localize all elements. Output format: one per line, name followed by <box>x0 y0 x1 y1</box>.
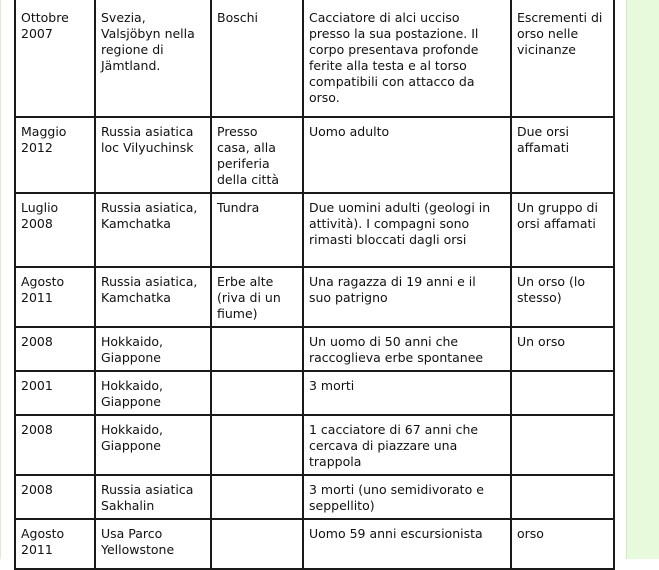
table-row <box>15 267 614 327</box>
table-row <box>15 371 614 415</box>
victims-text: 3 morti <box>309 378 355 393</box>
cell-cause <box>511 475 614 519</box>
cell-date <box>15 371 95 415</box>
place-text: Russia asiatica loc Vilyuchinsk <box>101 124 194 155</box>
environment-text: Tundra <box>217 200 260 215</box>
cell-place <box>95 371 211 415</box>
cell-place <box>95 117 211 193</box>
cell-victims <box>303 371 511 415</box>
cell-date <box>15 117 95 193</box>
right-green-strip <box>626 0 659 559</box>
cell-cause <box>511 267 614 327</box>
cell-cause <box>511 519 614 569</box>
cell-cause <box>511 327 614 371</box>
cell-cause <box>511 415 614 475</box>
table-row <box>15 415 614 475</box>
cell-victims <box>303 519 511 569</box>
date-text: Ottobre 2007 <box>21 10 69 41</box>
cell-environment <box>211 371 303 415</box>
cell-victims <box>303 415 511 475</box>
cause-text: Un gruppo di orsi affamati <box>517 200 598 231</box>
cell-place <box>95 0 211 117</box>
cell-cause <box>511 0 614 117</box>
cell-place <box>95 327 211 371</box>
environment-text: Erbe alte (riva di un fiume) <box>217 274 281 321</box>
table-row <box>15 475 614 519</box>
bear-attacks-table <box>14 0 615 570</box>
cell-victims <box>303 327 511 371</box>
cell-victims <box>303 193 511 267</box>
cell-date <box>15 327 95 371</box>
cell-victims <box>303 0 511 117</box>
date-text: Luglio 2008 <box>21 200 59 231</box>
cell-date <box>15 475 95 519</box>
cell-date <box>15 193 95 267</box>
place-text: Russia asiatica, Kamchatka <box>101 274 198 305</box>
environment-text: Boschi <box>217 10 259 25</box>
cell-place <box>95 519 211 569</box>
cell-cause <box>511 371 614 415</box>
cell-place <box>95 415 211 475</box>
environment-text: Presso casa, alla periferia della città <box>217 124 280 187</box>
cell-environment <box>211 193 303 267</box>
table-row <box>15 327 614 371</box>
place-text: Svezia, Valsjöbyn nella regione di Jämtland. <box>101 10 195 73</box>
cell-cause <box>511 117 614 193</box>
place-text: Hokkaido, Giappone <box>101 422 163 453</box>
place-text: Russia asiatica, Kamchatka <box>101 200 198 231</box>
victims-text: Uomo adulto <box>309 124 390 139</box>
cell-environment <box>211 0 303 117</box>
table-row <box>15 193 614 267</box>
cell-date <box>15 519 95 569</box>
cause-text: Due orsi affamati <box>517 124 570 155</box>
cause-text: orso <box>517 526 544 541</box>
place-text: Russia asiatica Sakhalin <box>101 482 194 513</box>
cell-victims <box>303 475 511 519</box>
cell-victims <box>303 267 511 327</box>
cell-environment <box>211 519 303 569</box>
cell-environment <box>211 475 303 519</box>
cell-date <box>15 415 95 475</box>
victims-text: 3 morti (uno semidivorato e seppellito) <box>309 482 484 513</box>
date-text: 2008 <box>21 334 53 349</box>
cell-environment <box>211 267 303 327</box>
date-text: Agosto 2011 <box>21 526 65 557</box>
cause-text: Escrementi di orso nelle vicinanze <box>517 10 603 57</box>
date-text: 2008 <box>21 482 53 497</box>
cell-place <box>95 193 211 267</box>
date-text: 2001 <box>21 378 53 393</box>
cell-cause <box>511 193 614 267</box>
date-text: Maggio 2012 <box>21 124 67 155</box>
place-text: Hokkaido, Giappone <box>101 378 163 409</box>
victims-text: Due uomini adulti (geologi in attività). I compagni sono rimasti bloccati dagli orsi <box>309 200 491 247</box>
date-text: Agosto 2011 <box>21 274 65 305</box>
cell-environment <box>211 415 303 475</box>
victims-text: Uomo 59 anni escursionista <box>309 526 483 541</box>
victims-text: Una ragazza di 19 anni e il suo patrigno <box>309 274 476 305</box>
table-row <box>15 117 614 193</box>
victims-text: 1 cacciatore di 67 anni che cercava di piazzare una trappola <box>309 422 479 469</box>
cause-text: Un orso (lo stesso) <box>517 274 585 305</box>
table-row <box>15 0 614 117</box>
cell-environment <box>211 327 303 371</box>
cell-date <box>15 0 95 117</box>
cell-place <box>95 267 211 327</box>
place-text: Hokkaido, Giappone <box>101 334 163 365</box>
cell-environment <box>211 117 303 193</box>
victims-text: Cacciatore di alci ucciso presso la sua postazione. Il corpo presentava profonde ferite alla testa e al torso compatibili con attacco da orso. <box>309 10 479 105</box>
cause-text: Un orso <box>517 334 565 349</box>
place-text: Usa Parco Yellowstone <box>101 526 175 557</box>
victims-text: Un uomo di 50 anni che raccoglieva erbe spontanee <box>309 334 484 365</box>
table-row <box>15 519 614 569</box>
date-text: 2008 <box>21 422 53 437</box>
cell-date <box>15 267 95 327</box>
cell-victims <box>303 117 511 193</box>
left-edge-rule <box>0 0 1 559</box>
cell-place <box>95 475 211 519</box>
